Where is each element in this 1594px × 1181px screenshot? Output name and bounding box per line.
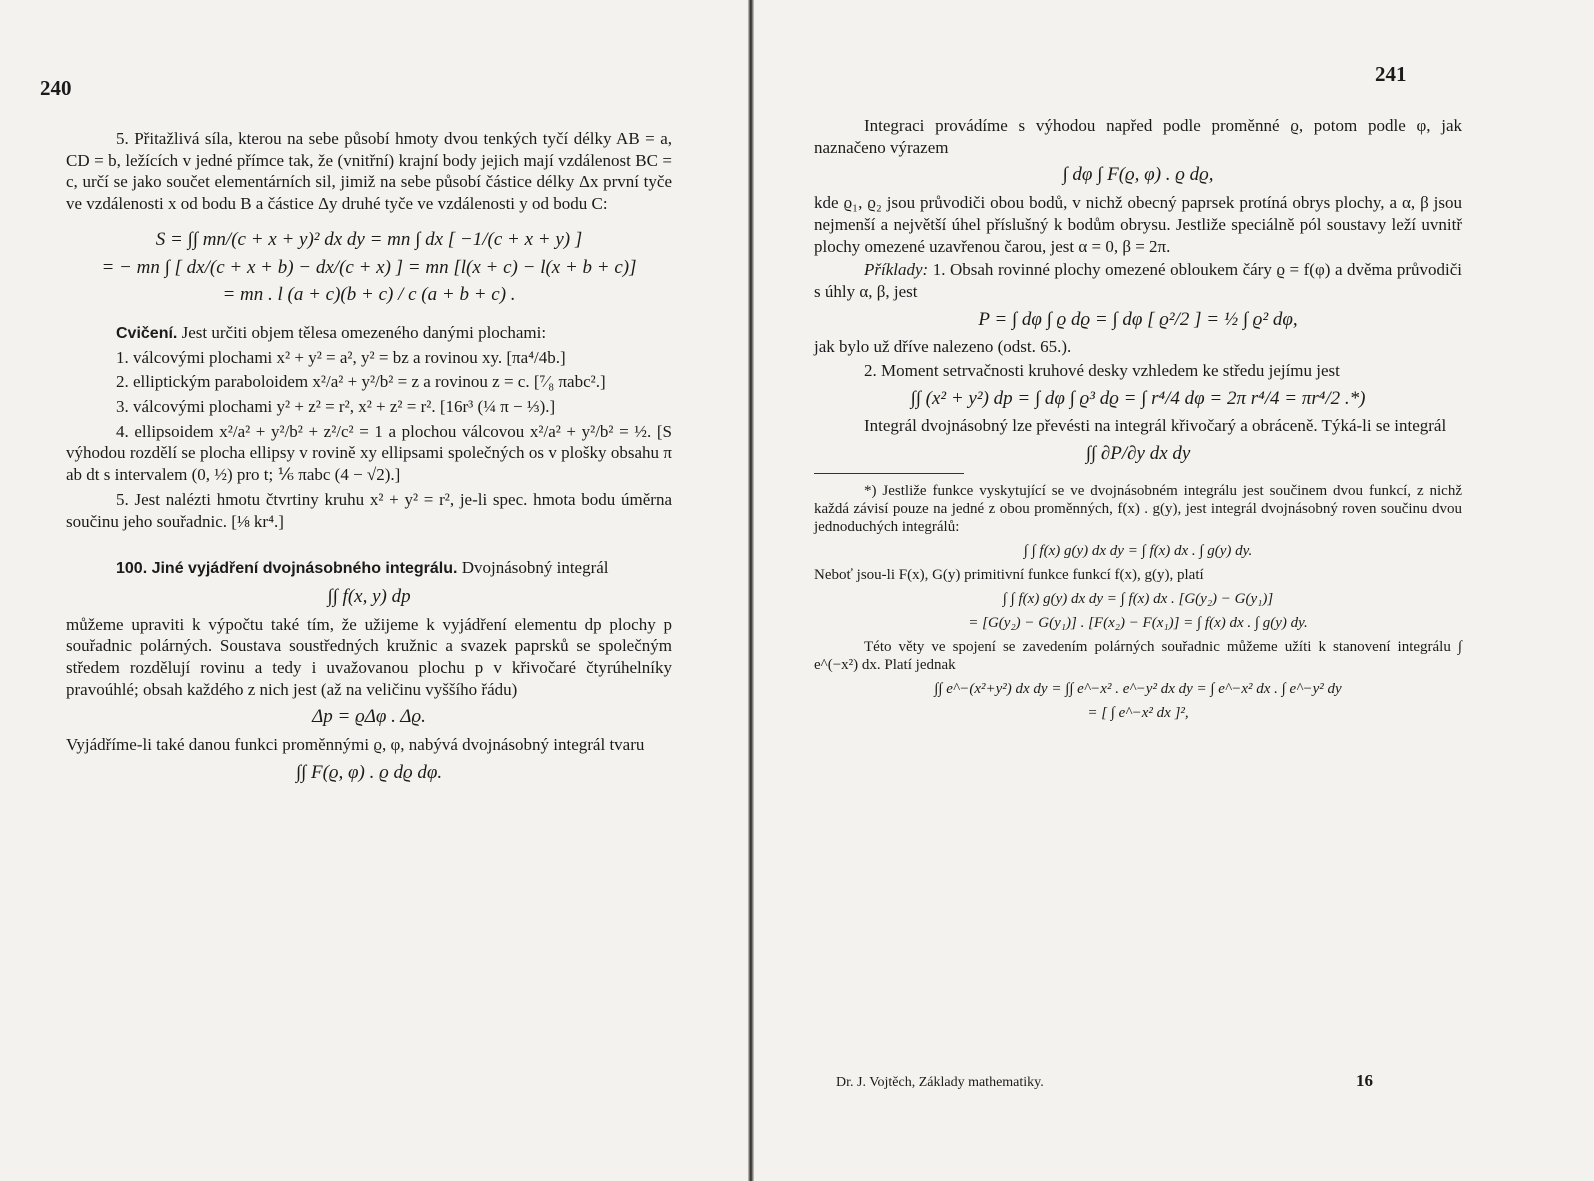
- paragraph-reference: jak bylo už dříve nalezeno (odst. 65.).: [814, 337, 1072, 357]
- paragraph-express: Vyjádříme-li také danou funkci proměnnými ϱ, φ, nabývá dvojnásobný integrál tvaru: [66, 735, 645, 755]
- equation: = [ ∫ e^−x² dx ]²,: [1087, 704, 1189, 721]
- footnote: *) Jestliže funkce vyskytující se ve dvojnásobném integrálu jest součinem dvou funkcí, z nichž každá závisí pouze na jedné z obou proměnných, f(x) . g(y), jest integrál dvojnásobný roven součinu dvou jednoduchých integrálů:: [814, 482, 1462, 535]
- section-intro: Dvojnásobný integrál: [461, 558, 609, 578]
- exercise-item: 1. válcovými plochami x² + y² = a², y² = bz a rovinou xy. [πa⁴/4b.]: [116, 347, 566, 367]
- right-column: [814, 115, 1462, 728]
- left-page: [0, 0, 748, 1181]
- exercise-item: 5. Jest nalézti hmotu čtvrtiny kruhu x² + y² = r², je-li spec. hmota bodu úměrna součinu jeho souřadnic. [⅛ kr⁴.]: [66, 489, 672, 531]
- paragraph-polar: můžeme upraviti k výpočtu také tím, že užijeme k vyjádření elementu dp plochy p souřadnic polárných. Soustava soustředných kružnic a svazek paprsků se společným středem rozdělují rovinu a tedy i uvažovanou plochu p v křivočaré čtyrúhelníky pravoúhlé; obsah každého z nich jest (až na veličinu vyššího řádu): [66, 614, 672, 699]
- equation: ∫∫ (x² + y²) dp = ∫ dφ ∫ ϱ³ dϱ = ∫ r⁴/4 dφ = 2π r⁴/4 = πr⁴/2 .*): [910, 387, 1366, 409]
- exercise-label: Cvičení.: [116, 324, 178, 342]
- section-100: [66, 557, 672, 580]
- page-number: 241: [1375, 62, 1407, 86]
- exercise-item: 2. elliptickým paraboloidem x²/a² + y²/b² = z a rovinou z = c. [⁷⁄₈ πabc².]: [116, 372, 606, 392]
- equation: S = ∫∫ mn/(c + x + y)² dx dy = mn ∫ dx [ −1/(c + x + y) ]: [155, 228, 583, 250]
- equation: ∫∫ F(ϱ, φ) . ϱ dϱ dφ.: [295, 761, 443, 783]
- paragraph-where: kde ϱ₁, ϱ₂ jsou průvodiči obou bodů, v nichž obecný paprsek protíná obrys plochy, a α, β jsou nejmenší a největší úhel příslušný k bodům obrysu. Jestliže speciálně pól soustavy leží uvnitř plochy omezené uzavřenou čarou, jest α = 0, β = 2π.: [814, 193, 1462, 256]
- examples-text: 1. Obsah rovinné plochy omezené obloukem čáry ϱ = f(φ) a dvěma průvodiči s úhly α, β, jest: [814, 260, 1462, 301]
- paragraph-moment: 2. Moment setrvačnosti kruhové desky vzhledem ke středu jejímu jest: [864, 361, 1340, 381]
- equation: ∫ dφ ∫ F(ϱ, φ) . ϱ dϱ,: [1062, 164, 1214, 186]
- paragraph-attraction: 5. Přitažlivá síla, kterou na sebe působí hmoty dvou tenkých tyčí délky AB = a, CD = b, ležících v jedné přímce tak, že (vnitřní) krajní body jejich mají vzdálenost BC = c, určí se jako součet elementárních sil, jimiž na sebe působí částice délky Δx první tyče ve vzdálenosti x od bodu B a částice Δy druhé tyče ve vzdálenosti y od bodu C:: [66, 129, 672, 214]
- page-number: 240: [40, 76, 72, 100]
- footnote-rule: [814, 473, 964, 474]
- equation: = mn . l (a + c)(b + c) / c (a + b + c) .: [222, 284, 516, 306]
- equation: ∫ ∫ f(x) g(y) dx dy = ∫ f(x) dx . ∫ g(y) dy.: [1023, 542, 1253, 559]
- paragraph-because: Neboť jsou-li F(x), G(y) primitivní funkce funkcí f(x), g(y), platí: [814, 566, 1204, 583]
- equation: Δp = ϱΔφ . Δϱ.: [312, 706, 426, 728]
- paragraph-curvilinear: Integrál dvojnásobný lze převésti na integrál křivočarý a obráceně. Týká-li se integrál: [864, 416, 1447, 436]
- paragraph-this-theorem: Této věty ve spojení se zavedením polárných souřadnic můžeme užíti k stanovení integrálu ∫ e^(−x²) dx. Platí jednak: [814, 638, 1462, 673]
- page-footer: [836, 1071, 1396, 1091]
- exercise-intro: Jest určiti objem tělesa omezeného danými plochami:: [181, 322, 547, 342]
- footer-author: Dr. J. Vojtěch, Základy mathematiky.: [836, 1075, 1044, 1090]
- equation: = − mn ∫ [ dx/(c + x + b) − dx/(c + x) ] = mn [l(x + c) − l(x + b + c)]: [101, 256, 637, 278]
- section-title: 100. Jiné vyjádření dvojnásobného integrálu.: [116, 560, 458, 578]
- exercise-item: 3. válcovými plochami y² + z² = r², x² + z² = r². [16r³ (¼ π − ⅓).]: [116, 397, 556, 417]
- equation: P = ∫ dφ ∫ ϱ dϱ = ∫ dφ [ ϱ²/2 ] = ½ ∫ ϱ² dφ,: [978, 308, 1298, 330]
- equation: ∫ ∫ f(x) g(y) dx dy = ∫ f(x) dx . [G(y₂) − G(y₁)]: [1002, 590, 1274, 607]
- exercise-item: 4. ellipsoidem x²/a² + y²/b² + z²/c² = 1 a plochou válcovou x²/a² + y²/b² = ½. [S výhodou rozdělí se plocha ellipsy v rovině xy ellipsami společných os v plošky obsahu π ab dt s intervalem (0, ½) pro t; ⅙ πabc (4 − √2).]: [66, 421, 672, 485]
- exercise-heading: [66, 322, 672, 345]
- equation: = [G(y₂) − G(y₁)] . [F(x₂) − F(x₁)] = ∫ f(x) dx . ∫ g(y) dy.: [968, 614, 1308, 631]
- examples-label: Příklady:: [864, 260, 929, 280]
- equation: ∫∫ ∂P/∂y dx dy: [1085, 443, 1191, 465]
- equation: ∫∫ f(x, y) dp: [327, 585, 411, 607]
- examples-paragraph: [814, 259, 1462, 302]
- equation: ∫∫ e^−(x²+y²) dx dy = ∫∫ e^−x² . e^−y² dx dy = ∫ e^−x² dx . ∫ e^−y² dy: [934, 680, 1342, 697]
- signature-number: 16: [1356, 1071, 1373, 1090]
- paragraph-integration: Integraci provádíme s výhodou napřed podle proměnné ϱ, potom podle φ, jak naznačeno výrazem: [814, 116, 1462, 157]
- right-page: [754, 0, 1594, 1181]
- left-column: [66, 128, 672, 790]
